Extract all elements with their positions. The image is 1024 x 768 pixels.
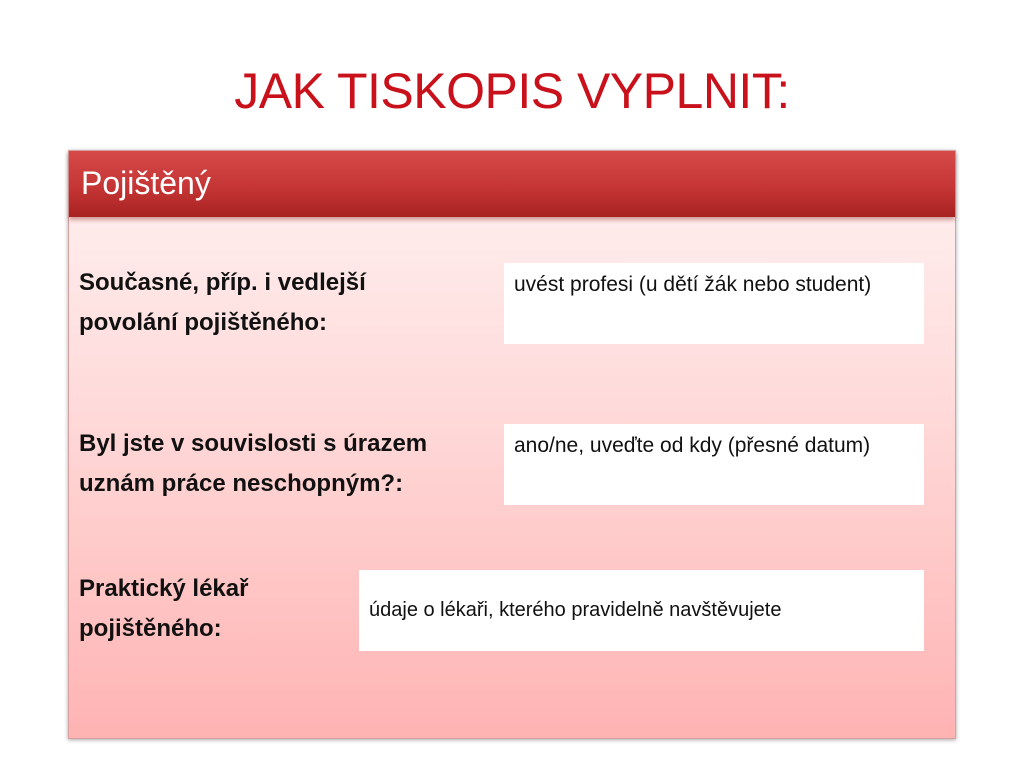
answer-box-injury: ano/ne, uveďte od kdy (přesné datum) (504, 424, 924, 505)
row-label-doctor: Praktický lékař pojištěného: (79, 575, 249, 642)
row-label-occupation: Současné, příp. i vedlejší povolání pojištěného: (79, 269, 366, 336)
panel-header-label: Pojištěný (81, 165, 211, 201)
content-panel (68, 150, 956, 739)
slide-title: JAK TISKOPIS VYPLNIT: (234, 63, 790, 119)
answer-box-doctor: údaje o lékaři, kterého pravidelně navštěvujete (359, 570, 924, 651)
row-label-injury: Byl jste v souvislosti s úrazem uznám práce neschopným?: (79, 430, 428, 497)
panel-header (69, 151, 955, 217)
answer-box-occupation: uvést profesi (u dětí žák nebo student) (504, 263, 924, 344)
